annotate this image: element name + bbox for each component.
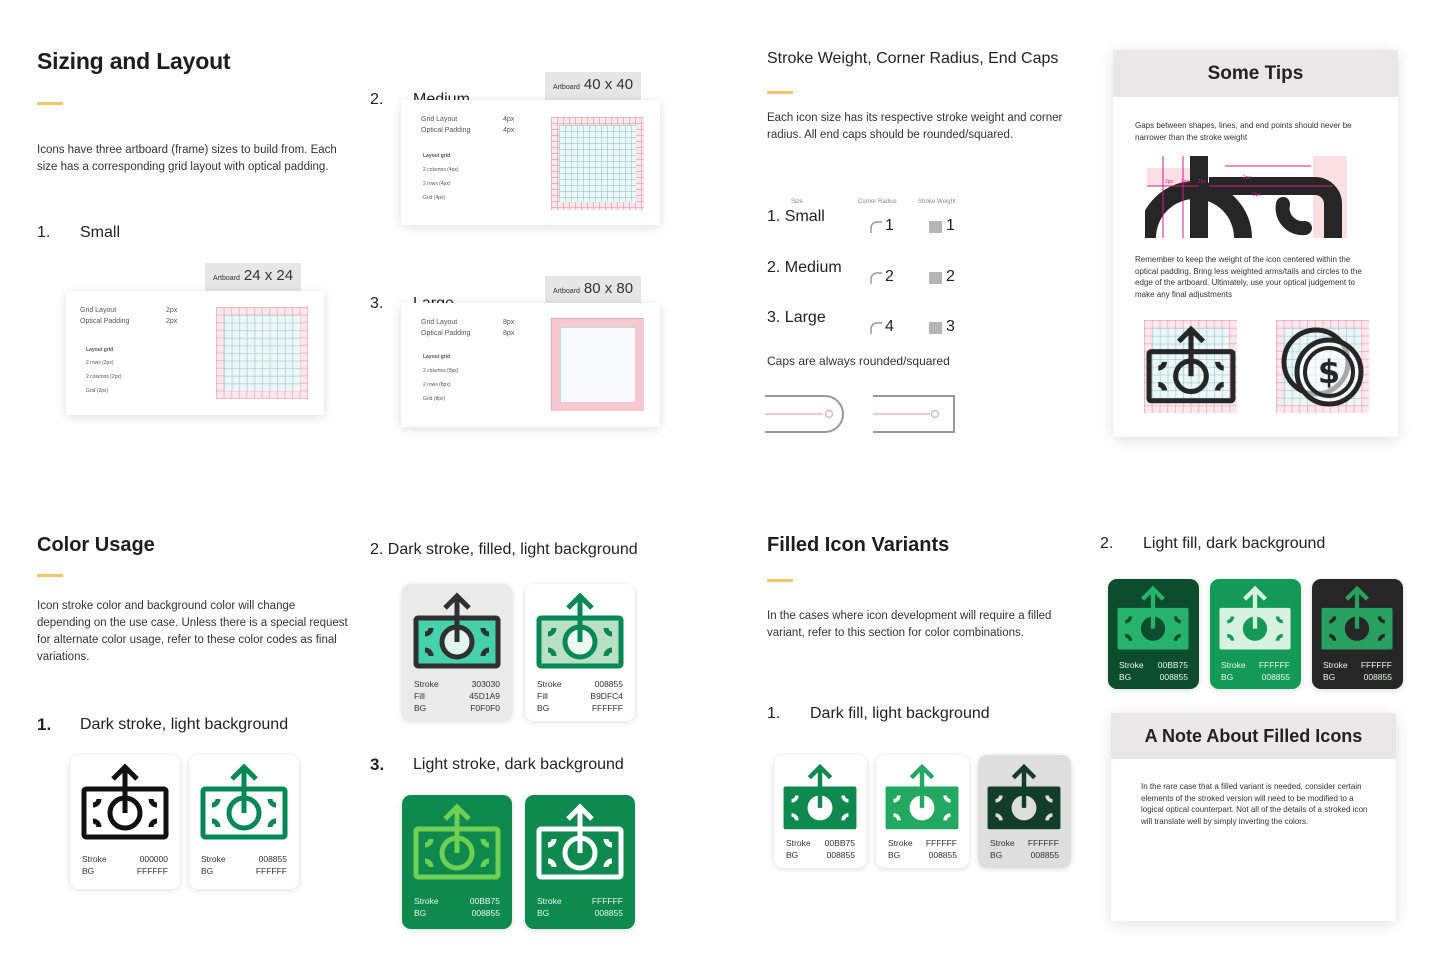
artboard-grid	[551, 318, 644, 411]
small-artboard-tag: Artboard 24 x 24	[205, 263, 301, 291]
color-codes: Stroke FFFFFF BG 008855	[537, 896, 623, 918]
stroke-weight-swatch	[929, 272, 942, 284]
medium-artboard-card	[401, 100, 660, 225]
icon-card-black	[70, 755, 180, 889]
dark-card-1	[1108, 579, 1199, 689]
stroke-row-label: 1. Small	[767, 208, 825, 225]
money-up-filled-icon	[535, 592, 625, 672]
stroke-intro: Each icon size has its respective stroke weight and corner radius. All end caps should be rounded/squared.	[767, 112, 1063, 141]
large-artboard-card	[401, 303, 660, 427]
accent-bar	[37, 102, 63, 105]
stroke-title: Stroke Weight, Corner Radius, End Caps	[767, 50, 1059, 67]
icon-card-dark-green-2	[525, 795, 635, 929]
dark-card-2	[1210, 579, 1301, 689]
money-up-filled-icon	[1318, 585, 1396, 655]
grid-row: 2 columns (8px)	[423, 368, 459, 374]
layout-grid-label: Layout grid	[423, 153, 451, 159]
icon-card-filled-grey	[402, 584, 512, 721]
medium-artboard-tag: Artboard 40 x 40	[545, 72, 641, 100]
tip-weight: Remember to keep the weight of the icon centered within the optical padding. Bring less weighted arms/tails and circles to the edge of the artboard. Ultimately, use your optical judgement to make any final adjustments	[1135, 255, 1362, 299]
col-weight: Stroke Weight	[918, 199, 956, 205]
money-up-filled-icon	[984, 763, 1064, 835]
sizing-intro: Icons have three artboard (frame) sizes to build from. Each size has a corresponding grid layout with optical padding.	[37, 144, 337, 173]
s1-number: 1.	[37, 715, 52, 734]
optical-padding-label: Optical Padding	[421, 127, 471, 134]
filled-title: Filled Icon Variants	[767, 534, 950, 556]
note-title: A Note About Filled Icons	[1111, 713, 1396, 759]
accent-bar	[767, 579, 793, 582]
optical-padding-label: Optical Padding	[80, 318, 130, 325]
grid-layout-label: Grid Layout	[421, 116, 458, 123]
grid-layout-value: 2px	[166, 307, 178, 314]
color-usage-title: Color Usage	[37, 534, 155, 556]
col-radius: Corner Radius	[858, 199, 897, 205]
money-up-filled-icon	[780, 763, 860, 835]
dim-label: 2px	[1253, 192, 1262, 198]
money-up-icon	[80, 763, 170, 843]
grid-layout-value: 8px	[503, 319, 515, 326]
grid-row: Grid (8px)	[423, 396, 446, 402]
grid-row: 2 rows (4px)	[423, 181, 451, 187]
dim-label: 2px	[1243, 175, 1252, 181]
dark-card-3	[1312, 579, 1403, 689]
icon-card-filled-white	[525, 584, 635, 721]
money-up-icon	[535, 803, 625, 883]
layout-grid-label: Layout grid	[423, 354, 451, 360]
stroke-weight-swatch	[929, 322, 942, 334]
accent-bar	[767, 91, 793, 94]
medium-number: 2.	[370, 91, 384, 108]
icon-card-green-stroke	[189, 755, 299, 889]
money-up-filled-icon	[1114, 585, 1192, 655]
filled-card-1	[774, 755, 867, 868]
dim-label: 2px	[1165, 179, 1174, 185]
tip-gaps: Gaps between shapes, lines, and end points should never be narrower than the stroke weight	[1135, 121, 1352, 142]
large-number: 3.	[370, 295, 384, 312]
s1-label: Dark stroke, light background	[80, 716, 289, 733]
f1-number: 1.	[767, 705, 781, 722]
color-codes: Stroke 00BB75 BG 008855	[1119, 660, 1188, 682]
grid-row: 2 columns (2px)	[86, 374, 122, 380]
stroke-weight-value: 3	[946, 318, 955, 335]
money-up-filled-icon	[1216, 585, 1294, 655]
tip-artboard-coins	[1276, 320, 1369, 413]
corner-radius-value: 1	[885, 217, 894, 234]
color-codes: Stroke 00BB75 BG 008855	[414, 896, 500, 918]
money-up-icon	[199, 763, 289, 843]
money-up-filled-icon	[412, 592, 502, 672]
sizing-title: Sizing and Layout	[37, 48, 231, 74]
coins-icon	[1276, 320, 1369, 413]
tip-artboard-money	[1144, 320, 1237, 413]
grid-row: Grid (4px)	[423, 195, 446, 201]
grid-layout-label: Grid Layout	[421, 319, 458, 326]
note-panel	[1111, 713, 1396, 921]
optical-padding-value: 8px	[503, 330, 515, 337]
s3-label: Light stroke, dark background	[413, 756, 624, 773]
corner-radius-value: 2	[885, 268, 894, 285]
stroke-weight-value: 1	[946, 217, 955, 234]
money-up-filled-icon	[882, 763, 962, 835]
tips-title: Some Tips	[1113, 50, 1398, 97]
grid-layout-label: Grid Layout	[80, 307, 117, 314]
s2-label: 2. Dark stroke, filled, light background	[370, 541, 638, 558]
grid-row: 2 rows (8px)	[423, 382, 451, 388]
icon-card-dark-green-1	[402, 795, 512, 929]
stroke-row-label: 2. Medium	[767, 259, 842, 276]
f2-label: Light fill, dark background	[1143, 535, 1326, 552]
f1-label: Dark fill, light background	[810, 705, 990, 722]
accent-bar	[37, 574, 63, 577]
money-up-icon	[412, 803, 502, 883]
filled-intro: In the cases where icon development will require a filled variant, refer to this section for color combinations.	[767, 610, 1052, 639]
color-codes: Stroke 008855 BG FFFFFF	[201, 854, 287, 876]
small-artboard-card	[66, 291, 324, 415]
stroke-weight-swatch	[929, 221, 942, 233]
stroke-weight-value: 2	[946, 268, 955, 285]
s3-number: 3.	[370, 755, 385, 774]
filled-card-3	[978, 755, 1071, 868]
filled-card-2	[876, 755, 969, 868]
note-text: In the rare case that a filled variant is needed, consider certain elements of the stroked version will need to be modified to a logical optical counterpart. Not all of the details of a stroked icon will translate well by simply inverting the colors.	[1141, 782, 1368, 826]
color-codes: Stroke 303030 Fill 45D1A9 BG F0F0F0	[414, 679, 500, 713]
color-codes: Stroke FFFFFF BG 008855	[888, 838, 957, 860]
optical-padding-value: 2px	[166, 318, 178, 325]
dim-label: 2px	[1198, 179, 1207, 185]
end-caps-illustration	[765, 392, 960, 438]
color-codes: Stroke FFFFFF BG 008855	[1221, 660, 1290, 682]
corner-radius-icon	[869, 321, 883, 335]
svg-text:$: $	[1317, 353, 1341, 391]
color-codes: Stroke FFFFFF BG 008855	[1323, 660, 1392, 682]
large-artboard-tag: Artboard 80 x 80	[545, 276, 641, 304]
layout-grid-label: Layout grid	[86, 347, 114, 353]
dim-label: 2px	[1181, 179, 1190, 185]
tips-panel	[1113, 50, 1398, 437]
color-codes: Stroke 00BB75 BG 008855	[786, 838, 855, 860]
caps-note: Caps are always rounded/squared	[767, 354, 950, 368]
grid-row: 2 columns (4px)	[423, 167, 459, 173]
corner-radius-icon	[869, 271, 883, 285]
color-usage-intro: Icon stroke color and background color will change depending on the use case. Unless there is a special request for alternate color usage, refer to these color codes as final variations.	[37, 600, 348, 663]
small-label: Small	[80, 224, 121, 241]
color-codes: Stroke 008855 Fill B9DFC4 BG FFFFFF	[537, 679, 623, 713]
grid-layout-value: 4px	[503, 116, 515, 123]
color-codes: Stroke 000000 BG FFFFFF	[82, 854, 168, 876]
grid-row: Grid (2px)	[86, 388, 109, 394]
artboard-grid	[216, 307, 308, 399]
grid-row: 2 rows (2px)	[86, 360, 114, 366]
color-codes: Stroke FFFFFF BG 008855	[990, 838, 1059, 860]
corner-radius-value: 4	[885, 318, 894, 335]
money-up-icon	[1145, 320, 1237, 412]
artboard-grid	[551, 117, 644, 210]
col-size: Size	[791, 199, 803, 205]
small-number: 1.	[37, 224, 51, 241]
optical-padding-label: Optical Padding	[421, 330, 471, 337]
f2-number: 2.	[1100, 535, 1114, 552]
optical-padding-value: 4px	[503, 127, 515, 134]
corner-radius-icon	[869, 220, 883, 234]
stroke-row-label: 3. Large	[767, 309, 826, 326]
